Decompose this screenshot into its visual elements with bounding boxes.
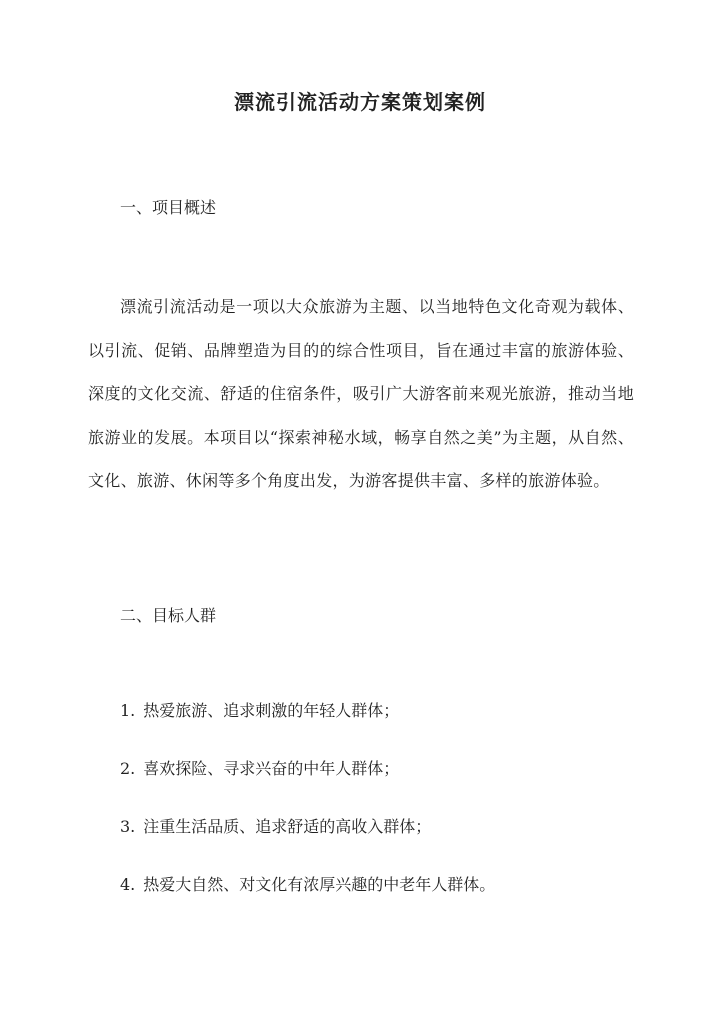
list-item-text: 注重生活品质、追求舒适的高收入群体； <box>143 817 432 836</box>
list-item-text: 热爱旅游、追求刺激的年轻人群体； <box>143 701 400 720</box>
list-item-number: 1. <box>120 701 136 720</box>
list-item-text: 热爱大自然、对文化有浓厚兴趣的中老年人群体。 <box>143 875 496 894</box>
target-audience-list <box>120 697 495 929</box>
list-item-number: 4. <box>120 875 136 894</box>
section-heading-overview: 一、项目概述 <box>120 198 217 217</box>
list-item-text: 喜欢探险、寻求兴奋的中年人群体； <box>143 759 400 778</box>
section-heading-target-audience: 二、目标人群 <box>120 606 217 625</box>
list-item <box>120 755 495 783</box>
list-item <box>120 697 495 725</box>
overview-paragraph: 漂流引流活动是一项以大众旅游为主题、以当地特色文化奇观为载体、以引流、促销、品牌塑造为目的的综合性项目，旨在通过丰富的旅游体验、深度的文化交流、舒适的住宿条件，吸引广大游客前来观光旅游，推动当地旅游业的发展。本项目以“探索神秘水域，畅享自然之美”为主题，从自然、文化、旅游、休闲等多个角度出发，为游客提供丰富、多样的旅游体验。 <box>88 297 634 490</box>
list-item <box>120 871 495 899</box>
list-item-number: 3. <box>120 817 136 836</box>
document-title: 漂流引流活动方案策划案例 <box>234 90 486 114</box>
list-item-number: 2. <box>120 759 136 778</box>
list-item <box>120 813 495 841</box>
